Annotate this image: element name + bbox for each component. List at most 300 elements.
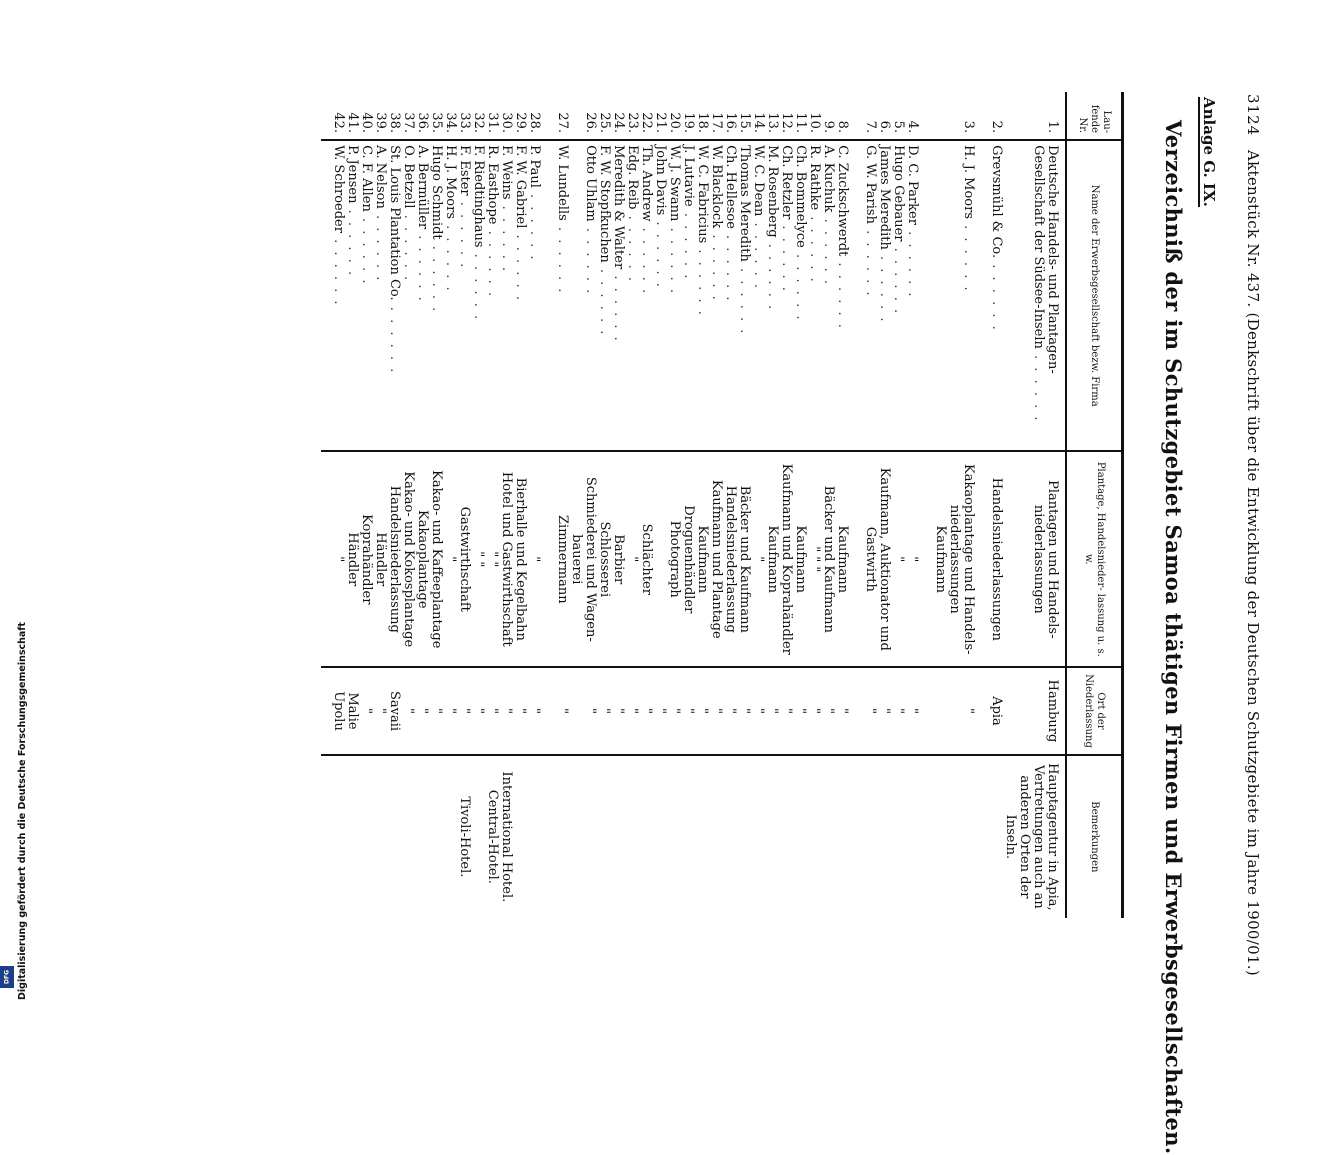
dot-leader: . . . . . . (611, 269, 626, 343)
remarks-cell (989, 755, 1003, 918)
row-number: 9. (821, 120, 836, 134)
location-cell (569, 667, 597, 754)
business-type-cell (947, 451, 989, 667)
remarks-cell (485, 755, 499, 918)
location: " (457, 708, 472, 714)
firm-name: St. Louis Plantation Co. (387, 145, 402, 301)
business-type: " (443, 556, 458, 563)
header-bemerkungen: Bemerkungen (1066, 755, 1123, 918)
location-cell (471, 667, 485, 754)
business-type: " (625, 556, 640, 563)
location: " (751, 708, 766, 714)
firm-name-cell (807, 140, 821, 451)
location-cell (373, 667, 387, 754)
location: " (779, 708, 794, 714)
remarks-cell (737, 755, 751, 918)
firm-name: J. Lutavie (681, 145, 696, 207)
location: Malie (345, 692, 360, 730)
firm-name-cell (793, 140, 807, 451)
business-type-cell (863, 451, 877, 667)
location-cell (807, 667, 821, 754)
dot-leader: . . . . . . (835, 256, 850, 330)
row-number: 16. (723, 112, 738, 134)
row-number-cell (793, 92, 807, 140)
dot-leader: . . . . . . (331, 232, 346, 307)
row-number-cell (457, 92, 471, 140)
row-number: 1. (1045, 120, 1060, 134)
row-number: 37. (401, 112, 416, 134)
business-type-cell (555, 451, 569, 667)
firm-name: W. J. Swann (667, 145, 682, 222)
remarks-cell (513, 755, 527, 918)
table-row (779, 92, 793, 918)
business-type: " (905, 556, 920, 563)
location-cell (821, 667, 835, 754)
remarks-cell (1003, 755, 1066, 918)
location: " (429, 708, 444, 714)
table-row (709, 92, 723, 918)
header-ort: Ort der Niederlassung (1066, 667, 1123, 754)
row-number: 4. (905, 120, 920, 134)
firm-name: W. C. Fabricius (695, 145, 710, 244)
firm-name-cell (513, 140, 527, 451)
business-type: Kakaoplantage und Handels- niederlassungen (947, 464, 976, 655)
dot-leader: . . . . . . (723, 228, 738, 303)
firm-name-cell (401, 140, 415, 451)
location: " (499, 708, 514, 714)
row-number-cell (471, 92, 485, 140)
location-cell (321, 667, 345, 754)
location: Upolu (331, 691, 346, 731)
location: " (625, 708, 640, 714)
row-number-cell (835, 92, 863, 140)
firm-name-cell (653, 140, 667, 451)
firm-name: Thomas Meredith (737, 145, 752, 262)
remarks-cell (415, 755, 429, 918)
firm-name: Otto Uhlam (583, 145, 598, 222)
row-number: 30. (499, 112, 514, 134)
remarks-cell (947, 755, 989, 918)
firm-name-cell (569, 140, 597, 451)
row-number-cell (625, 92, 639, 140)
dot-leader: . . . . . . (681, 206, 696, 281)
table-row (653, 92, 667, 918)
location: " (513, 708, 528, 714)
firm-name: W. Schroeder (331, 145, 346, 233)
remarks-cell (807, 755, 821, 918)
row-number: 42. (331, 112, 346, 134)
firm-name-cell (933, 140, 947, 451)
firm-name-cell (863, 140, 877, 451)
firm-name-cell (499, 140, 513, 451)
location: " (653, 708, 668, 714)
location-cell (751, 667, 765, 754)
dot-leader: . . . . . . (387, 300, 402, 375)
firm-name-cell (359, 140, 373, 451)
business-type: Barbier (611, 534, 626, 585)
row-number-cell (653, 92, 667, 140)
business-type: Gastwirthschaft (457, 506, 472, 612)
firm-name-cell (877, 140, 891, 451)
dot-leader: . . . . . . (807, 210, 822, 284)
row-number: 3. (961, 120, 976, 134)
business-type: Kaufmann und Plantage (709, 479, 724, 639)
business-type: Kaufmann, Auktionator und (877, 467, 892, 651)
location: " (877, 708, 892, 714)
table-row (625, 92, 639, 918)
remarks-cell (751, 755, 765, 918)
table-row (667, 92, 681, 918)
dfg-logo: DFG (0, 966, 14, 988)
row-number-cell (723, 92, 737, 140)
business-type: " " (485, 551, 500, 568)
table-row (513, 92, 527, 918)
location: " (863, 708, 878, 714)
firm-name-cell (695, 140, 709, 451)
business-type: Bierhalle und Kegelbahn (513, 477, 528, 641)
location: " (821, 708, 836, 714)
table-row (555, 92, 569, 918)
row-number-cell (863, 92, 877, 140)
location: " (709, 708, 724, 714)
table-row (639, 92, 653, 918)
location-cell (359, 667, 373, 754)
row-number: 2. (989, 120, 1004, 134)
firm-name: O. Betzell (401, 145, 416, 209)
row-number: 14. (751, 112, 766, 134)
remarks-cell (443, 755, 457, 918)
row-number: 34. (443, 112, 458, 134)
location-cell (877, 667, 891, 754)
row-number: 27. (555, 112, 570, 134)
row-number-cell (877, 92, 891, 140)
firm-name-cell (821, 140, 835, 451)
dot-leader: . . . . . . (499, 199, 514, 274)
firm-name-cell (625, 140, 639, 451)
firm-name: A. Kuchuk (821, 145, 836, 213)
firm-name-cell (471, 140, 485, 451)
firm-name: W. Lundells (555, 145, 570, 221)
row-number-cell (765, 92, 779, 140)
remarks-cell (681, 755, 695, 918)
table-row (793, 92, 807, 918)
remarks-cell (457, 755, 471, 918)
location: " (765, 708, 780, 714)
row-number-cell (321, 92, 345, 140)
business-type-cell (723, 451, 737, 667)
row-number: 25. (597, 112, 612, 134)
business-type: Kaufmann (765, 525, 780, 594)
location-cell (527, 667, 555, 754)
remarks-cell (387, 755, 401, 918)
dot-leader: . . . . . . (1031, 348, 1046, 423)
row-number: 5. (891, 120, 906, 134)
row-number: 33. (457, 112, 472, 134)
firm-name: P. Paul (527, 145, 542, 188)
location-cell (989, 667, 1003, 754)
dot-leader: . . . . . . (891, 241, 906, 316)
table-row (737, 92, 751, 918)
firms-table (321, 92, 1124, 918)
row-number: 29. (513, 112, 528, 134)
location: Hamburg (1045, 679, 1060, 743)
location-cell (499, 667, 513, 754)
table-row (1003, 92, 1066, 918)
dot-leader: . . . . . . (513, 228, 528, 302)
firm-name: A. Bermüller (415, 145, 430, 230)
location-cell (625, 667, 639, 754)
location-cell (345, 667, 359, 754)
business-type-cell (765, 451, 779, 667)
firm-name: Ch. Hellesoe (723, 145, 738, 229)
row-number-cell (569, 92, 597, 140)
firm-name-cell (321, 140, 345, 451)
location-cell (555, 667, 569, 754)
table-row (891, 92, 905, 918)
location: " (891, 708, 906, 714)
row-number-cell (695, 92, 709, 140)
table-row (905, 92, 933, 918)
business-type-cell (807, 451, 821, 667)
remarks-cell (863, 755, 877, 918)
location-cell (429, 667, 443, 754)
dot-leader: . . . . . . (667, 221, 682, 296)
location-cell (485, 667, 499, 754)
firm-name-cell (443, 140, 457, 451)
firm-name-cell (947, 140, 989, 451)
firm-name: R. Easthope (485, 145, 500, 225)
business-type-cell (933, 451, 947, 667)
remarks-cell (667, 755, 681, 918)
business-type-cell (373, 451, 387, 667)
location-cell (905, 667, 933, 754)
table-row (695, 92, 709, 918)
row-number-cell (751, 92, 765, 140)
remarks-cell (321, 755, 345, 918)
table-row (569, 92, 597, 918)
location: Savaii (387, 690, 402, 732)
dot-leader: . . . . . . (597, 262, 612, 337)
firm-name: P. Jensen (345, 145, 360, 204)
firm-name-cell (527, 140, 555, 451)
table-row (527, 92, 555, 918)
business-type-cell (695, 451, 709, 667)
row-number-cell (891, 92, 905, 140)
row-number: 35. (429, 112, 444, 134)
location: " (373, 708, 388, 714)
row-number-cell (527, 92, 555, 140)
business-type: Bäcker und Kaufmann (821, 485, 836, 633)
location-cell (667, 667, 681, 754)
business-type-cell (737, 451, 751, 667)
remarks-cell (471, 755, 485, 918)
business-type: Zimmermann (555, 515, 570, 604)
firm-name: F. Ester (457, 145, 472, 196)
table-row (877, 92, 891, 918)
firm-name-cell (989, 140, 1003, 451)
business-type-cell (429, 451, 443, 667)
row-number-cell (387, 92, 401, 140)
business-type: Schlosserei (597, 521, 612, 598)
header-art: Plantage, Handelsnieder- lassung u. s. w. (1066, 451, 1123, 667)
location-cell (891, 667, 905, 754)
remarks-cell (429, 755, 443, 918)
row-number-cell (779, 92, 793, 140)
firm-name-cell (485, 140, 499, 451)
row-number-cell (415, 92, 429, 140)
business-type: Hotel und Gastwirthschaft (499, 471, 514, 647)
remarks-cell (793, 755, 807, 918)
business-type: Handelsniederlassung (387, 485, 402, 633)
firm-name: Meredith & Walter (611, 145, 626, 270)
table-row (345, 92, 359, 918)
business-type-cell (321, 451, 345, 667)
dot-leader: . . . . . . (359, 211, 374, 286)
row-number: 24. (611, 112, 626, 134)
table-row (401, 92, 415, 918)
location: " (527, 708, 542, 714)
table-row (821, 92, 835, 918)
firm-name: A. Nelson (373, 145, 388, 209)
running-header (1242, 92, 1262, 977)
dot-leader: . . . . . . (457, 195, 472, 270)
firm-name: W. C. Dean (751, 145, 766, 217)
row-number-cell (989, 92, 1003, 140)
table-row (499, 92, 513, 918)
row-number-cell (667, 92, 681, 140)
firm-name-cell (723, 140, 737, 451)
dot-leader: . . . . . . (415, 229, 430, 303)
remarks-cell (723, 755, 737, 918)
table-row (415, 92, 429, 918)
location-cell (779, 667, 793, 754)
business-type: Kaufmann (793, 525, 808, 594)
firm-name: F. W. Stopfkuchen (597, 145, 612, 263)
location: " (443, 708, 458, 714)
business-type-cell (653, 451, 667, 667)
firm-name: Ch. Bommelyce (793, 145, 808, 248)
firm-name: H. J. Moors (961, 145, 976, 219)
row-number: 15. (737, 112, 752, 134)
dot-leader: . . . . . . (905, 224, 920, 299)
firm-name: James Meredith (877, 145, 892, 250)
firm-name: Th. Andrew (639, 145, 654, 222)
firm-name-cell (639, 140, 653, 451)
business-type-cell (625, 451, 639, 667)
location: " (485, 708, 500, 714)
business-type: " (331, 556, 346, 563)
remarks-cell (569, 755, 597, 918)
firm-name-cell (765, 140, 779, 451)
firm-name: Grevsmühl & Co. (989, 145, 1004, 259)
firm-name: F. Riedtinghaus (471, 145, 486, 248)
row-number-cell (429, 92, 443, 140)
remarks-cell (877, 755, 891, 918)
business-type: " (891, 556, 906, 563)
location: " (961, 708, 976, 714)
location: " (401, 708, 416, 714)
remarks-cell (653, 755, 667, 918)
business-type: Kaufmann (695, 525, 710, 594)
dot-leader: . . . . . . (583, 221, 598, 296)
business-type-cell (457, 451, 471, 667)
business-type-cell (905, 451, 933, 667)
business-type-cell (527, 451, 555, 667)
row-number-cell (709, 92, 723, 140)
business-type-cell (443, 451, 457, 667)
firm-name: Edg. Reib (625, 145, 640, 210)
row-number: 19. (681, 112, 696, 134)
table-row (751, 92, 765, 918)
row-number: 23. (625, 112, 640, 134)
location-cell (863, 667, 877, 754)
business-type-cell (709, 451, 723, 667)
row-number: 21. (653, 112, 668, 134)
remarks-cell (345, 755, 359, 918)
location-cell (1003, 667, 1066, 754)
business-type: Droguenhändler (681, 505, 696, 614)
row-number-cell (555, 92, 569, 140)
business-type-cell (359, 451, 373, 667)
business-type: Händler (373, 532, 388, 587)
remarks-cell (625, 755, 639, 918)
firm-name: C. Zuckschwerdt (835, 145, 850, 257)
business-type: Kaufmann (933, 525, 948, 594)
dot-leader: . . . . . . (737, 261, 752, 336)
location: " (681, 708, 696, 714)
row-number: 41. (345, 112, 360, 134)
row-number: 36. (415, 112, 430, 134)
location: " (597, 708, 612, 714)
row-number-cell (807, 92, 821, 140)
remarks-cell (891, 755, 905, 918)
dot-leader: . . . . . . (989, 258, 1004, 332)
business-type: " (751, 556, 766, 563)
business-type: Plantagen und Handels- niederlassungen (1031, 480, 1060, 639)
location: " (415, 708, 430, 714)
location-cell (723, 667, 737, 754)
dot-leader: . . . . . . (695, 243, 710, 317)
dot-leader: . . . . . . (345, 203, 360, 278)
dot-leader: . . . . . . (779, 219, 794, 293)
row-number: 8. (835, 120, 850, 134)
row-number-cell (513, 92, 527, 140)
business-type: Bäcker und Kaufmann (737, 485, 752, 633)
firm-name: Ch. Retzler (779, 145, 794, 220)
location-cell (765, 667, 779, 754)
page-title: Verzeichniß der im Schutzgebiet Samoa thätigen Firmen und Erwerbsgesellschaften. (1161, 120, 1186, 1155)
remarks-cell (695, 755, 709, 918)
business-type: Handelsniederlassungen (989, 477, 1004, 641)
table-row (443, 92, 457, 918)
firm-name: M. Rosenberg (765, 145, 780, 238)
remarks-cell (401, 755, 415, 918)
row-number-cell (345, 92, 359, 140)
table-row (807, 92, 821, 918)
location-cell (597, 667, 611, 754)
firm-name: R. Rathke (807, 145, 822, 211)
location: " (359, 708, 374, 714)
location: " (611, 708, 626, 714)
row-number-cell (905, 92, 933, 140)
row-number: 22. (639, 112, 654, 134)
row-number-cell (821, 92, 835, 140)
location-cell (457, 667, 471, 754)
firm-name-cell (751, 140, 765, 451)
firm-name-cell (611, 140, 625, 451)
business-type-cell (471, 451, 485, 667)
table-row (723, 92, 737, 918)
